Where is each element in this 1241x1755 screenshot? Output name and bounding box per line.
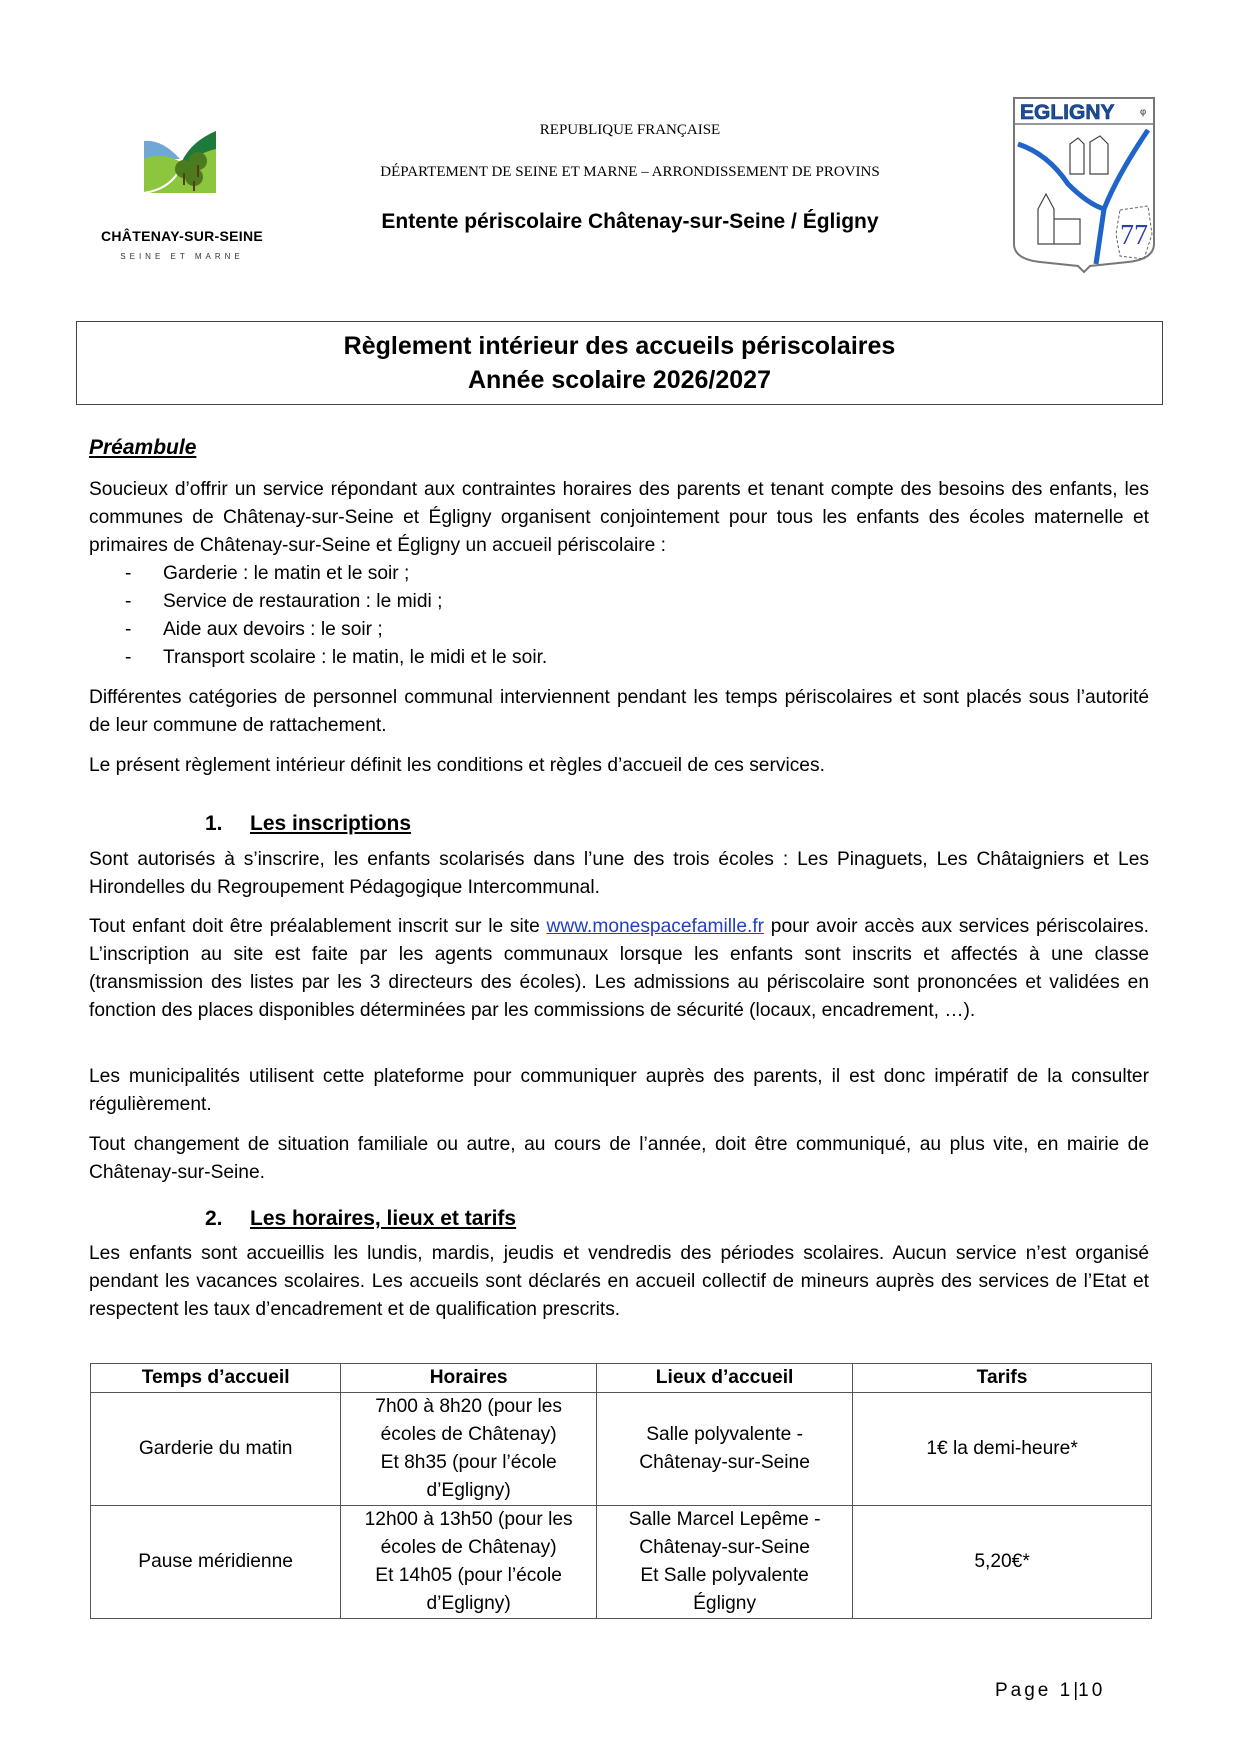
document-subtitle-year: Année scolaire 2026/2027 [468, 366, 771, 394]
document-title-box [76, 321, 1163, 405]
section-2-heading: 2. Les horaires, lieux et tarifs [205, 1207, 517, 1230]
cell-temps: Garderie du matin [91, 1393, 341, 1506]
list-item: - Service de restauration : le midi ; [125, 591, 443, 612]
chatenay-logo-name: CHÂTENAY-SUR-SEINE [100, 228, 264, 244]
svg-text:ᵠ: ᵠ [1140, 105, 1147, 121]
preambule-personnel-paragraph: Différentes catégories de personnel communal interviennent pendant les temps périscolaires et sont placés sous l’autorité de leur commune de rattachement. [89, 687, 1149, 736]
list-item: - Aide aux devoirs : le soir ; [125, 619, 383, 640]
horaires-intro-paragraph: Les enfants sont accueillis les lundis, mardis, jeudis et vendredis des périodes scolaires. Aucun service n’est organisé pendant les vacances scolaires. Les accueils sont déclarés en accueil collectif de mineurs auprès des services de l’Etat et respectent les taux d’encadrement et de qualification prescrits. [89, 1243, 1149, 1320]
cell-horaires: 7h00 à 8h20 (pour les écoles de Châtenay) Et 8h35 (pour l’école d’Egligny) [341, 1393, 597, 1506]
header-republique: REPUBLIQUE FRANÇAISE [539, 122, 721, 138]
chatenay-logo [82, 115, 282, 261]
monespacefamille-link[interactable]: www.monespacefamille.fr [546, 916, 765, 937]
section-1-heading: 1. Les inscriptions [205, 812, 412, 835]
table-row [91, 1506, 1152, 1619]
header-departement: DÉPARTEMENT DE SEINE ET MARNE – ARRONDISSEMENT DE PROVINS [380, 164, 880, 180]
column-header-tarifs: Tarifs [853, 1364, 1152, 1393]
preambule-reglement-paragraph: Le présent règlement intérieur définit les conditions et règles d’accueil de ces services. [89, 755, 825, 776]
list-item: - Transport scolaire : le matin, le midi et le soir. [125, 647, 548, 668]
horaires-tarifs-table [90, 1363, 1152, 1619]
preambule-heading: Préambule [89, 436, 197, 459]
list-item: - Garderie : le matin et le soir ; [125, 563, 410, 584]
document-title: Règlement intérieur des accueils périscolaires [343, 332, 896, 360]
table-header-row [91, 1364, 1152, 1393]
svg-text:EGLIGNY: EGLIGNY [1020, 101, 1115, 124]
cell-tarif: 1€ la demi-heure* [853, 1393, 1152, 1506]
egligny-coat-of-arms [1008, 94, 1160, 274]
column-header-horaires: Horaires [341, 1364, 597, 1393]
cell-lieux: Salle Marcel Lepême - Châtenay-sur-Seine Et Salle polyvalente Égligny [597, 1506, 853, 1619]
page-number: Page 1|10 [995, 1680, 1106, 1701]
egligny-shield-icon [1008, 94, 1160, 274]
chatenay-logo-subtitle: SEINE ET MARNE [120, 252, 244, 261]
cell-temps: Pause méridienne [91, 1506, 341, 1619]
inscriptions-platform-paragraph: Les municipalités utilisent cette plateforme pour communiquer auprès des parents, il est donc impératif de la consulter régulièrement. [89, 1066, 1149, 1115]
column-header-temps: Temps d’accueil [91, 1364, 341, 1393]
header-entente: Entente périscolaire Châtenay-sur-Seine / Égligny [381, 210, 879, 233]
services-list [125, 560, 547, 672]
svg-text:77: 77 [1120, 220, 1148, 251]
cell-horaires: 12h00 à 13h50 (pour les écoles de Châtenay) Et 14h05 (pour l’école d’Egligny) [341, 1506, 597, 1619]
cell-lieux: Salle polyvalente - Châtenay-sur-Seine [597, 1393, 853, 1506]
preambule-intro: Soucieux d’offrir un service répondant aux contraintes horaires des parents et tenant compte des besoins des enfants, les communes de Châtenay-sur-Seine et Égligny organisent conjointement pour tous les enfants des écoles maternelle et primaires de Châtenay-sur-Seine et Égligny un accueil périscolaire : [89, 479, 1149, 556]
cell-tarif: 5,20€* [853, 1506, 1152, 1619]
column-header-lieux: Lieux d’accueil [597, 1364, 853, 1393]
table-row [91, 1393, 1152, 1506]
inscriptions-eligibility-paragraph: Sont autorisés à s’inscrire, les enfants scolarisés dans l’une des trois écoles : Les Pinaguets, Les Châtaigniers et Les Hirondelles du Regroupement Pédagogique Intercommunal. [89, 849, 1149, 898]
chatenay-landscape-icon [142, 129, 218, 193]
inscriptions-site-paragraph: Tout enfant doit être préalablement inscrit sur le site www.monespacefamille.fr pour avoir accès aux services périscolaires. L’inscription au site est faite par les agents communaux lorsque les enfants sont inscrits et affectés à une classe (transmission des listes par les 3 directeurs des écoles). Les admissions au périscolaire sont prononcées et validées en fonction des places disponibles déterminées par les commissions de sécurité (locaux, encadrement, …). [89, 916, 1149, 1021]
inscriptions-change-paragraph: Tout changement de situation familiale ou autre, au cours de l’année, doit être communiqué, au plus vite, en mairie de Châtenay-sur-Seine. [89, 1134, 1149, 1183]
